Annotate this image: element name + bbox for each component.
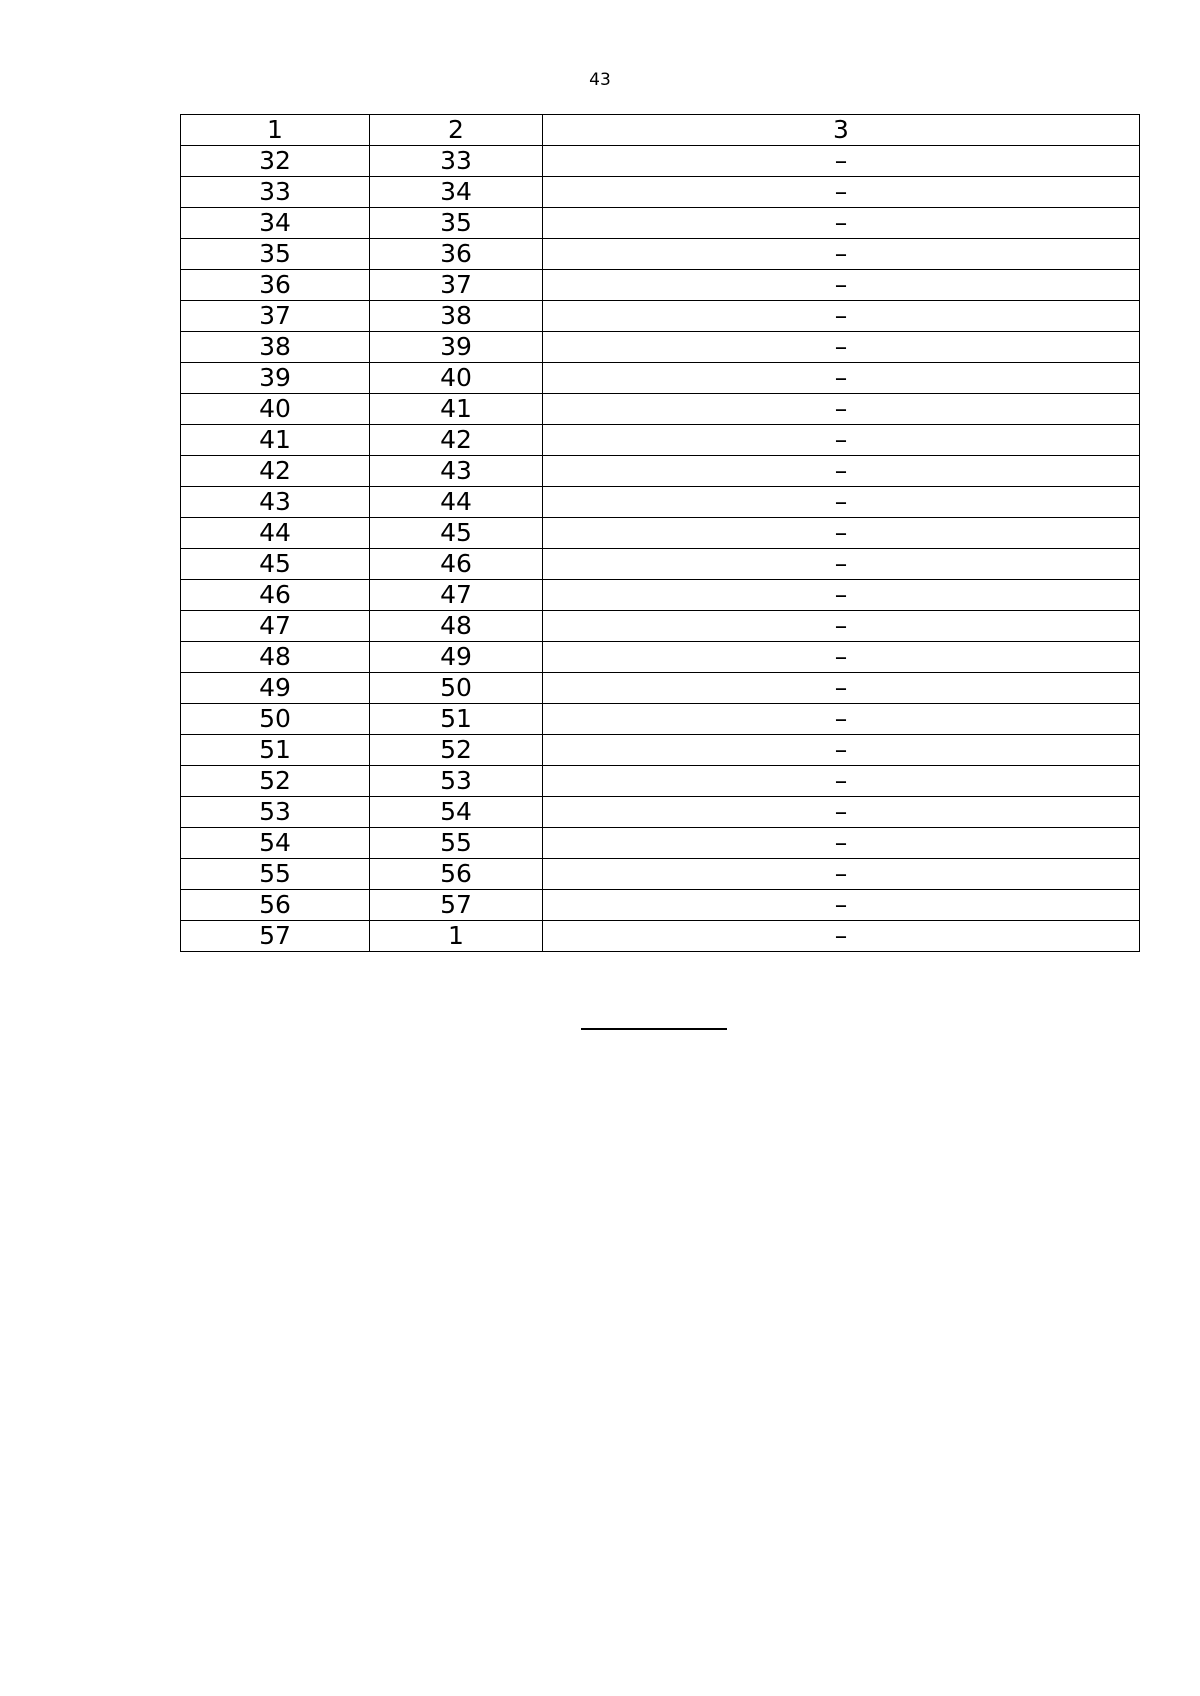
table-cell-col-3: – — [543, 611, 1140, 642]
table-cell-col-1: 39 — [181, 363, 370, 394]
table-row — [181, 921, 1140, 952]
table-cell-col-2: 1 — [370, 921, 543, 952]
header-cell-3: 3 — [543, 115, 1140, 146]
header-cell-1: 1 — [181, 115, 370, 146]
table-cell-col-2: 33 — [370, 146, 543, 177]
table-row — [181, 673, 1140, 704]
table-row — [181, 487, 1140, 518]
table-row — [181, 332, 1140, 363]
table-cell-col-1: 47 — [181, 611, 370, 642]
table-cell-col-3: – — [543, 394, 1140, 425]
table-row — [181, 611, 1140, 642]
table-header-row — [181, 115, 1140, 146]
table-cell-col-2: 51 — [370, 704, 543, 735]
table-cell-col-1: 34 — [181, 208, 370, 239]
table-cell-col-2: 43 — [370, 456, 543, 487]
table-cell-col-2: 42 — [370, 425, 543, 456]
page-number: 43 — [589, 70, 611, 90]
table-cell-col-3: – — [543, 301, 1140, 332]
table-cell-col-3: – — [543, 797, 1140, 828]
table-cell-col-1: 42 — [181, 456, 370, 487]
table-cell-col-1: 56 — [181, 890, 370, 921]
table-cell-col-3: – — [543, 487, 1140, 518]
table-cell-col-1: 46 — [181, 580, 370, 611]
table-row — [181, 270, 1140, 301]
table-cell-col-1: 41 — [181, 425, 370, 456]
table-cell-col-2: 41 — [370, 394, 543, 425]
table-cell-col-3: – — [543, 456, 1140, 487]
header-cell-2: 2 — [370, 115, 543, 146]
table-cell-col-3: – — [543, 890, 1140, 921]
table-cell-col-3: – — [543, 921, 1140, 952]
table-row — [181, 146, 1140, 177]
table-row — [181, 735, 1140, 766]
table-cell-col-3: – — [543, 208, 1140, 239]
table-cell-col-1: 43 — [181, 487, 370, 518]
table-row — [181, 890, 1140, 921]
table-cell-col-1: 45 — [181, 549, 370, 580]
table-cell-col-1: 50 — [181, 704, 370, 735]
table-cell-col-3: – — [543, 766, 1140, 797]
table-cell-col-2: 34 — [370, 177, 543, 208]
table-cell-col-1: 53 — [181, 797, 370, 828]
table-cell-col-2: 50 — [370, 673, 543, 704]
table-cell-col-3: – — [543, 673, 1140, 704]
table-cell-col-1: 35 — [181, 239, 370, 270]
table-cell-col-2: 55 — [370, 828, 543, 859]
table-row — [181, 704, 1140, 735]
table-cell-col-2: 49 — [370, 642, 543, 673]
table-cell-col-1: 55 — [181, 859, 370, 890]
table-cell-col-2: 48 — [370, 611, 543, 642]
table-row — [181, 859, 1140, 890]
table-cell-col-2: 54 — [370, 797, 543, 828]
table-cell-col-3: – — [543, 642, 1140, 673]
table-row — [181, 828, 1140, 859]
table-cell-col-2: 53 — [370, 766, 543, 797]
table-cell-col-1: 36 — [181, 270, 370, 301]
table-cell-col-2: 36 — [370, 239, 543, 270]
table-cell-col-2: 35 — [370, 208, 543, 239]
table-cell-col-3: – — [543, 859, 1140, 890]
table-cell-col-2: 38 — [370, 301, 543, 332]
table-row — [181, 642, 1140, 673]
table-cell-col-1: 52 — [181, 766, 370, 797]
table-row — [181, 177, 1140, 208]
table-row — [181, 394, 1140, 425]
table-cell-col-2: 56 — [370, 859, 543, 890]
table-row — [181, 580, 1140, 611]
table-cell-col-2: 57 — [370, 890, 543, 921]
table-cell-col-3: – — [543, 146, 1140, 177]
table-cell-col-1: 54 — [181, 828, 370, 859]
table-row — [181, 766, 1140, 797]
table-cell-col-1: 33 — [181, 177, 370, 208]
table-row — [181, 549, 1140, 580]
table-cell-col-3: – — [543, 239, 1140, 270]
table-cell-col-3: – — [543, 828, 1140, 859]
table-row — [181, 425, 1140, 456]
table-cell-col-3: – — [543, 704, 1140, 735]
table-cell-col-3: – — [543, 735, 1140, 766]
table-cell-col-2: 52 — [370, 735, 543, 766]
table-row — [181, 518, 1140, 549]
table-row — [181, 797, 1140, 828]
end-of-document-rule — [581, 1028, 727, 1030]
table-cell-col-2: 47 — [370, 580, 543, 611]
table-cell-col-2: 44 — [370, 487, 543, 518]
table-row — [181, 363, 1140, 394]
table-cell-col-3: – — [543, 580, 1140, 611]
table-cell-col-1: 37 — [181, 301, 370, 332]
table-cell-col-3: – — [543, 363, 1140, 394]
table-cell-col-1: 32 — [181, 146, 370, 177]
table-cell-col-1: 44 — [181, 518, 370, 549]
table-cell-col-2: 37 — [370, 270, 543, 301]
table-cell-col-3: – — [543, 549, 1140, 580]
table-row — [181, 208, 1140, 239]
table-cell-col-3: – — [543, 177, 1140, 208]
table-cell-col-1: 49 — [181, 673, 370, 704]
table-cell-col-1: 38 — [181, 332, 370, 363]
data-table — [180, 114, 1140, 952]
table-cell-col-3: – — [543, 425, 1140, 456]
table-cell-col-3: – — [543, 270, 1140, 301]
table-cell-col-1: 57 — [181, 921, 370, 952]
table-cell-col-3: – — [543, 518, 1140, 549]
table-body — [181, 115, 1140, 952]
table-cell-col-2: 39 — [370, 332, 543, 363]
table-cell-col-1: 51 — [181, 735, 370, 766]
table-cell-col-3: – — [543, 332, 1140, 363]
table-cell-col-2: 40 — [370, 363, 543, 394]
table-cell-col-2: 46 — [370, 549, 543, 580]
table-cell-col-2: 45 — [370, 518, 543, 549]
table-cell-col-1: 48 — [181, 642, 370, 673]
table-cell-col-1: 40 — [181, 394, 370, 425]
table-row — [181, 456, 1140, 487]
table-row — [181, 301, 1140, 332]
table-row — [181, 239, 1140, 270]
